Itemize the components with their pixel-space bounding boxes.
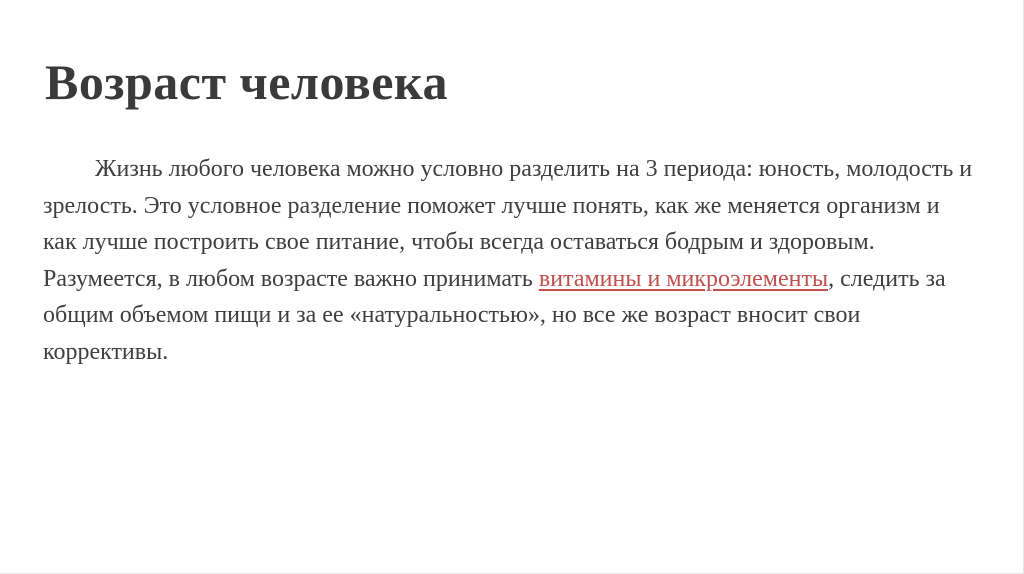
paragraph-text-after-link: , следить за общим объемом пищи и за ее «натуральностью», но все же возраст вносит свои коррективы.: [43, 265, 946, 365]
page-title: Возраст человека: [45, 54, 448, 110]
body-paragraph: [43, 151, 973, 370]
paragraph-text-before-link: Жизнь любого человека можно условно разделить на 3 периода: юность, молодость и зрелость. Это условное разделение поможет лучше понять, как же меняется организм и как лучше построить свое питание, чтобы всегда оставаться бодрым и здоровым. Разумеется, в любом возрасте важно принимать: [43, 156, 973, 292]
vitamins-link[interactable]: витамины и микроэлементы: [538, 265, 829, 292]
